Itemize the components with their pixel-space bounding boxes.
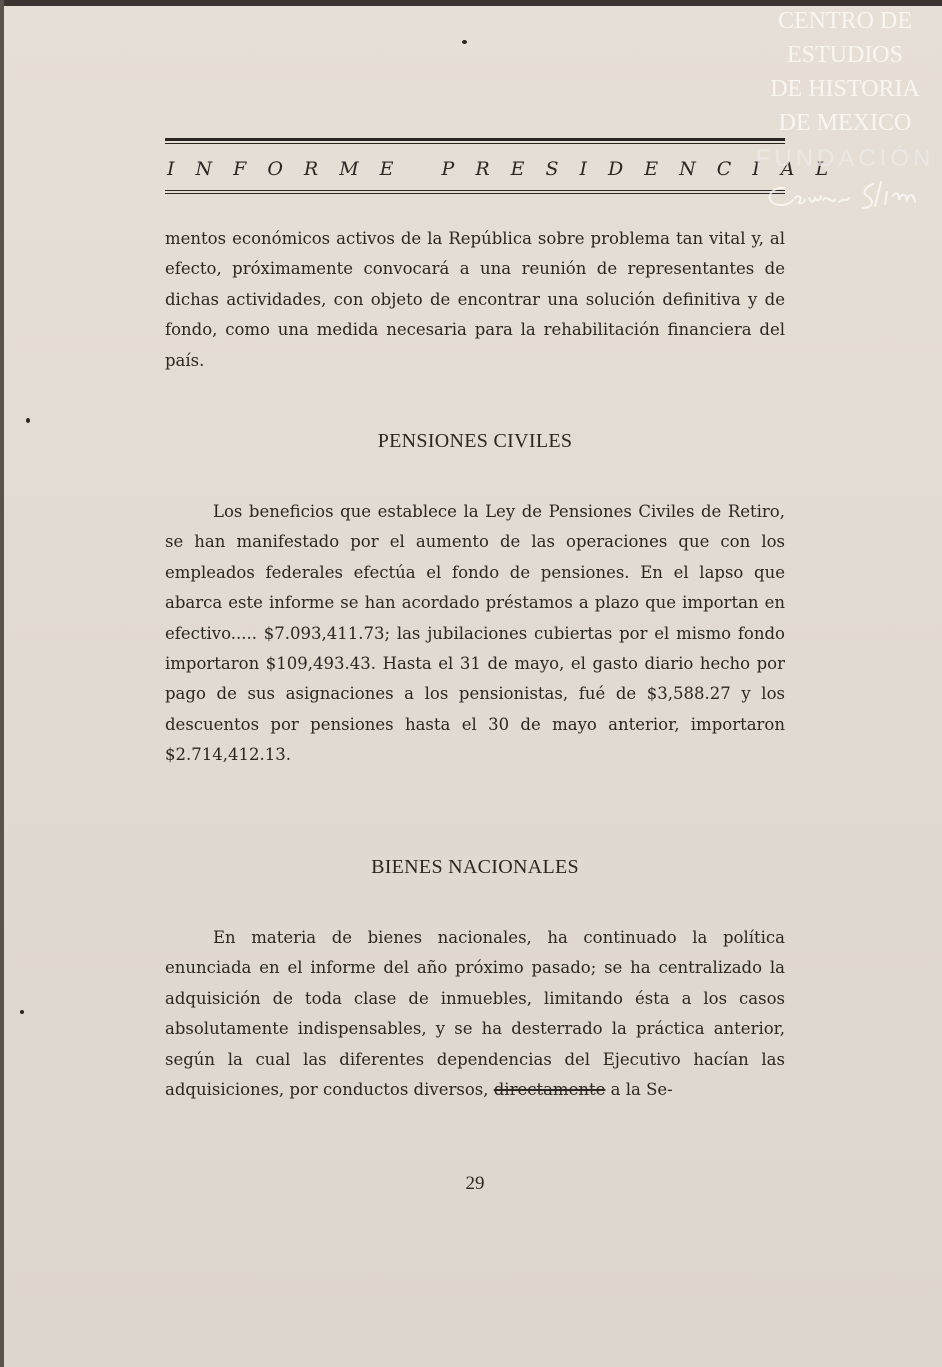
signature-mark-icon — [755, 176, 935, 214]
running-title: INFORME PRESIDENCIAL — [167, 158, 850, 180]
watermark-fundacion: FUNDACIÓN — [755, 145, 935, 172]
scan-speck — [462, 40, 467, 44]
scan-speck — [26, 418, 30, 423]
bienes-text: En materia de bienes nacionales, ha continuado la política enunciada en el informe del año próximo pasado; se ha centralizado la adquisición de toda clase de inmuebles, limitando ésta a los casos absolutamente indispensables, y se ha desterrado la práctica anterior, según la cual las diferentes dependencias del Ejecutivo hacían las adquisiciones, por conductos diversos, — [165, 928, 785, 1100]
scan-speck — [20, 1010, 24, 1014]
watermark-line: ESTUDIOS — [786, 42, 903, 68]
header-top-rule-thick — [165, 138, 785, 141]
section-heading-pensiones: PENSIONES CIVILES — [377, 430, 573, 452]
header-bottom-rule-thin — [165, 190, 785, 191]
section-heading-bienes: BIENES NACIONALES — [371, 856, 579, 878]
header-bottom-rule-thin-2 — [165, 193, 785, 194]
bienes-paragraph — [165, 923, 785, 1105]
watermark-line: DE HISTORIA — [770, 76, 920, 102]
pensiones-paragraph: Los beneficios que establece la Ley de Pensiones Civiles de Retiro, se han manifestado por el aumento de las operaciones que con los empleados federales efectúa el fondo de pensiones. En el lapso que abarca este informe se han acordado préstamos a plazo que importan en efectivo..... $7.093,411.73; las jubilaciones cubiertas por el mismo fondo importaron $109,493.43. Hasta el 31 de mayo, el gasto diario hecho por pago de sus asignaciones a los pensionistas, fué de $3,588.27 y los descuentos por pensiones hasta el 30 de mayo anterior, importaron $2.714,412.13. — [165, 502, 785, 765]
intro-paragraph: mentos económicos activos de la República sobre problema tan vital y, al efecto, próximamente convocará a una reunión de representantes de dichas actividades, con objeto de encontrar una solución definitiva y de fondo, como una medida necesaria para la rehabilitación financiera del país. — [165, 229, 785, 370]
bienes-text-end: a la Se- — [610, 1080, 673, 1100]
watermark-line: CENTRO DE — [778, 8, 912, 34]
struck-word: directamente — [493, 1080, 606, 1100]
archive-watermark — [748, 4, 942, 214]
watermark-line: DE MEXICO — [778, 110, 912, 136]
page-number: 29 — [465, 1173, 485, 1194]
